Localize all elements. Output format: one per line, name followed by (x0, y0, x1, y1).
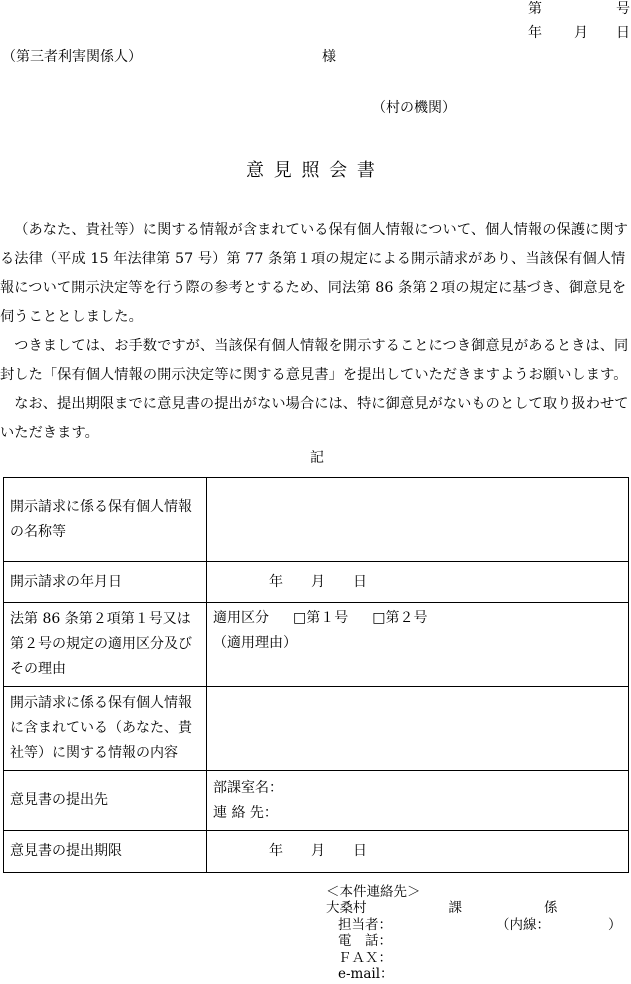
phone-label: 電 話： (338, 933, 392, 950)
ki-heading: 記 (310, 450, 324, 466)
value-submission-destination (207, 771, 629, 831)
label-info-content: 開示請求に係る保有個人情報に含まれている（あなた、貴社等）に関する情報の内容 (4, 687, 207, 771)
village-name: 大桑村 (326, 900, 367, 917)
paragraph-3: なお、提出期限までに意見書の提出がない場合には、特に御意見がないものとして取り扱わせていただきます。 (0, 396, 629, 441)
table-row (4, 771, 629, 831)
request-date-month: 月 (311, 573, 325, 590)
document-number-suffix: 号 (616, 1, 630, 17)
page-title: 意 見 照 会 書 (246, 160, 377, 181)
label-submission-destination: 意見書の提出先 (4, 771, 207, 831)
category-line (213, 606, 622, 631)
option-2-checkbox[interactable]: □第２号 (372, 610, 428, 626)
recipient: （第三者利害関係人） (2, 49, 142, 65)
deadline-month: 月 (311, 843, 325, 859)
dept-label: 部課室名： (213, 779, 283, 796)
value-applicable-category (207, 603, 629, 687)
request-date-year: 年 (269, 573, 283, 590)
date-year-label: 年 (528, 25, 542, 41)
category-label: 適用区分 (213, 610, 269, 626)
label-request-date: 開示請求の年月日 (4, 562, 207, 603)
person-label: 担当者： (338, 916, 392, 933)
contact-block (326, 884, 622, 982)
contact-heading: ＜本件連絡先＞ (326, 884, 421, 900)
value-info-content (207, 687, 629, 771)
paragraph-1: （あなた、貴社等）に関する情報が含まれている保有個人情報について、個人情報の保護に関する法律（平成 15 年法律第 57 号）第 77 条第１項の規定による開示請求があり、当該保有個人情報について開示決定等を行う際の参考とするため、同法第 86 条第２項の規定に基づき、御意見を伺うこととしました。 (0, 222, 628, 325)
ka-label: 課 (448, 900, 462, 917)
option-1-checkbox[interactable]: □第１号 (293, 610, 349, 626)
table-row (4, 603, 629, 687)
request-date-day: 日 (353, 573, 367, 590)
value-submission-deadline (207, 831, 629, 873)
email-label: e-mail： (338, 966, 394, 983)
deadline-year: 年 (269, 843, 283, 859)
extension-label: （内線： (496, 916, 550, 933)
opinion-request-table (3, 477, 629, 873)
value-info-name (207, 478, 629, 562)
table-row (4, 687, 629, 771)
label-info-name: 開示請求に係る保有個人情報の名称等 (4, 478, 207, 562)
sender: （村の機関） (372, 100, 456, 116)
date-day-label: 日 (616, 25, 630, 41)
contact-dept-line (326, 900, 622, 916)
table-row (4, 478, 629, 562)
table-row (4, 562, 629, 603)
table-row (4, 831, 629, 873)
label-submission-deadline: 意見書の提出期限 (4, 831, 207, 873)
body-text (0, 216, 631, 448)
paragraph-2: つきましては、お手数ですが、当該保有個人情報を開示することにつき御意見があるときは、同封した「保有個人情報の開示決定等に関する意見書」を提出していただきますようお願いします。 (0, 338, 629, 383)
kakari-label: 係 (544, 900, 558, 917)
label-applicable-category: 法第 86 条第２項第１号又は第２号の規定の適用区分及びその理由 (4, 603, 207, 687)
date-month-label: 月 (574, 25, 588, 41)
document-number-prefix: 第 (528, 1, 542, 17)
value-request-date (207, 562, 629, 603)
fax-label: ＦＡＸ： (338, 949, 392, 966)
extension-close: ） (608, 916, 622, 933)
reason-label: （適用理由） (213, 635, 297, 651)
contact-label: 連 絡 先： (213, 804, 278, 821)
contact-person-line (326, 917, 622, 933)
deadline-day: 日 (353, 843, 367, 859)
recipient-honorific: 様 (322, 49, 336, 65)
